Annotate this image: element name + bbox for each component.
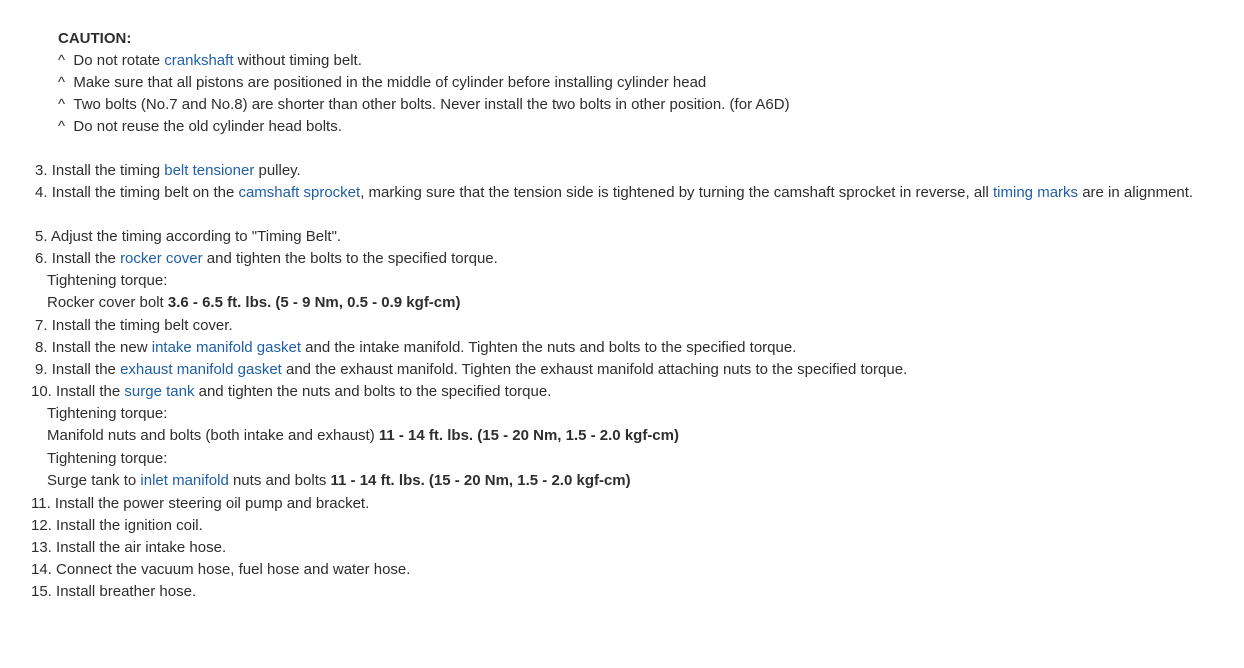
step-8: 8. Install the new intake manifold gasket and the intake manifold. Tighten the nuts and bolts to the specified torque. [35, 339, 797, 356]
inlet-manifold-link[interactable]: inlet manifold [140, 472, 229, 489]
step-number: 9. [35, 361, 48, 378]
caution-item: ^ Make sure that all pistons are positioned in the middle of cylinder before installing cylinder head [58, 74, 707, 91]
step-14: 14. Connect the vacuum hose, fuel hose and water hose. [31, 561, 411, 578]
torque-spec: Rocker cover bolt 3.6 - 6.5 ft. lbs. (5 - 9 Nm, 0.5 - 0.9 kgf-cm) [47, 294, 461, 311]
step-number: 6. [35, 250, 48, 267]
step-number: 8. [35, 339, 48, 356]
step-number: 4. [35, 184, 48, 201]
rocker-cover-link[interactable]: rocker cover [120, 250, 203, 267]
step-4: 4. Install the timing belt on the camshaft sprocket, marking sure that the tension side is tightened by turning the camshaft sprocket in reverse, all timing marks are in alignment. [35, 184, 1194, 201]
step-6: 6. Install the rocker cover and tighten the bolts to the specified torque. [35, 250, 498, 267]
step-number: 13. [31, 539, 52, 556]
step-number: 7. [35, 317, 48, 334]
torque-value: 3.6 - 6.5 ft. lbs. (5 - 9 Nm, 0.5 - 0.9 kgf-cm) [167, 294, 461, 311]
step-12: 12. Install the ignition coil. [31, 517, 203, 534]
step-15: 15. Install breather hose. [31, 583, 197, 600]
timing-marks-link[interactable]: timing marks [993, 184, 1079, 201]
caution-item: ^ Two bolts (No.7 and No.8) are shorter than other bolts. Never install the two bolts in other position. (for A6D) [58, 96, 790, 113]
camshaft-sprocket-link[interactable]: camshaft sprocket [238, 184, 361, 201]
step-13: 13. Install the air intake hose. [31, 539, 227, 556]
torque-spec: Manifold nuts and bolts (both intake and exhaust) 11 - 14 ft. lbs. (15 - 20 Nm, 1.5 - 2.0 kgf-cm) [47, 427, 679, 444]
step-5: 5. Adjust the timing according to "Timing Belt". [35, 228, 342, 245]
bullet-caret: ^ [58, 52, 66, 69]
step-number: 11. [31, 495, 51, 512]
torque-spec: Surge tank to inlet manifold nuts and bolts 11 - 14 ft. lbs. (15 - 20 Nm, 1.5 - 2.0 kgf-cm) [47, 472, 631, 489]
exhaust-manifold-gasket-link[interactable]: exhaust manifold gasket [120, 361, 282, 378]
bullet-caret: ^ [58, 118, 66, 135]
intake-manifold-gasket-link[interactable]: intake manifold gasket [151, 339, 302, 356]
bullet-caret: ^ [58, 96, 66, 113]
caution-item: ^ Do not reuse the old cylinder head bolts. [58, 118, 342, 135]
step-number: 12. [31, 517, 52, 534]
step-number: 14. [31, 561, 52, 578]
torque-value: 11 - 14 ft. lbs. (15 - 20 Nm, 1.5 - 2.0 kgf-cm) [330, 472, 631, 489]
step-number: 10. [31, 383, 52, 400]
step-number: 3. [35, 162, 48, 179]
bullet-caret: ^ [58, 74, 66, 91]
caution-item: ^ Do not rotate crankshaft without timing belt. [58, 52, 362, 69]
step-number: 5. [35, 228, 48, 245]
step-10: 10. Install the surge tank and tighten the nuts and bolts to the specified torque. [31, 383, 552, 400]
step-11: 11. Install the power steering oil pump and bracket. [31, 495, 370, 512]
torque-label: Tightening torque: [47, 272, 168, 289]
torque-label: Tightening torque: [47, 405, 168, 422]
step-number: 15. [31, 583, 52, 600]
step-9: 9. Install the exhaust manifold gasket and the exhaust manifold. Tighten the exhaust manifold attaching nuts to the specified torque. [35, 361, 908, 378]
belt-tensioner-link[interactable]: belt tensioner [164, 162, 255, 179]
step-7: 7. Install the timing belt cover. [35, 317, 233, 334]
torque-label: Tightening torque: [47, 450, 168, 467]
step-3: 3. Install the timing belt tensioner pulley. [35, 162, 301, 179]
torque-value: 11 - 14 ft. lbs. (15 - 20 Nm, 1.5 - 2.0 kgf-cm) [378, 427, 679, 444]
surge-tank-link[interactable]: surge tank [124, 383, 195, 400]
caution-title: CAUTION: [58, 30, 132, 47]
crankshaft-link[interactable]: crankshaft [164, 52, 234, 69]
